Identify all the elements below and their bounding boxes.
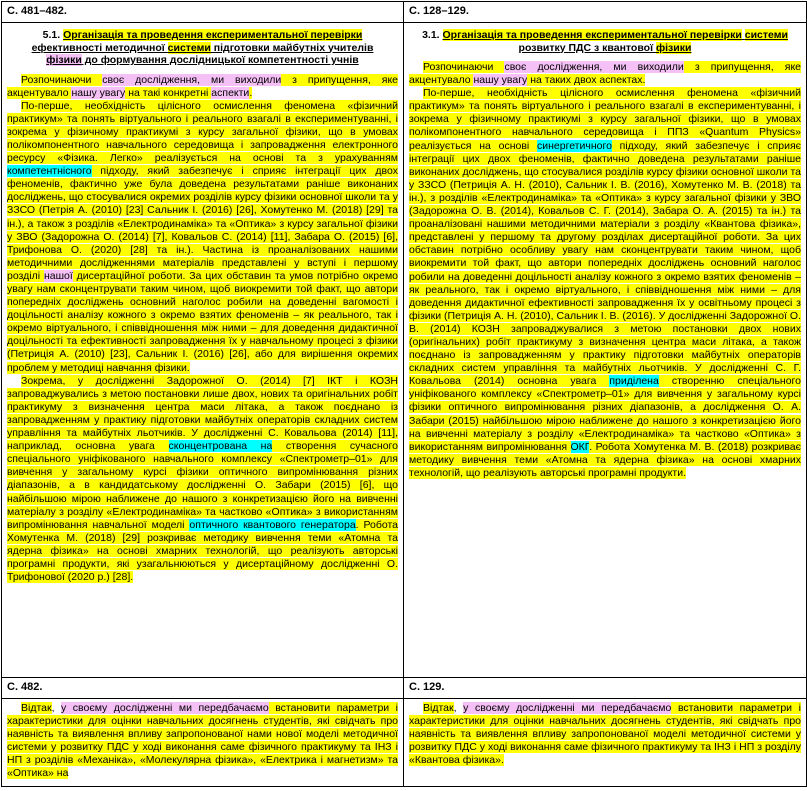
right-body-text-2	[409, 702, 801, 767]
text-segment: аспекти	[211, 86, 250, 99]
text-segment: системи	[744, 29, 788, 41]
text-segment: встановити параметри і характеристики для оцінки навчальних досягнень студентів, які свідчать про наявність та виявлення впливу запропонованої моделі методичної системи у розвитку ПДС у ході виконання саме фізичного практикуму та ІНЗ і НП з розділу «Квантова фізика».	[409, 702, 801, 767]
text-segment: дисертаційної роботи. За цих обставин та умов потрібно окремо увагу нам сконцентрувати таким чином, щоб виокремити той факт, що автори попередніх досліджень основний наголос робили на доведенні вагомості і доцільності аналізу кожного з окремо взятих феноменів – як реального, так і окремо віртуального, і співвідношення між ними – для доведення дидактичної доцільності та ефективності запровадження їх у навчальному процесі з фізики (Петриція А. (2010) [23], Сальник І. (2016) [26], або для вирішення окремих проблем у методиці навчання фізики.	[7, 269, 399, 374]
text-segment: Організація та проведення експериментальної перевірки	[63, 29, 363, 41]
right-source-cell-2	[404, 699, 807, 787]
text-segment: Зокрема, у дослідженні Задорожної О. (2014) [7] ІКТ і КОЗН запроваджувались з метою постановки лише двох, нових та оригінальних робіт практикуму з визначення центра маси літака, а також поєднано із запровадженням у практику підготовки майбутніх операторів складних систем управління та майбутніх льотчиків. У дослідженні С. Ковальова (2014) [11], наприклад, основна увага	[7, 374, 398, 453]
text-segment: По-перше, необхідність цілісного осмислення феномена «фізичний практикум» та понять віртуального і реального взагалі в експериментуванні, і зокрема у фізичному практикумі з курсу загальної фізики, що в умовах полікомпонентного навчального середовища і запровадження електронного ресурсу «Фізика. Легко» реалізується на основі та з урахуванням	[7, 99, 398, 165]
left-source-cell	[2, 23, 404, 678]
text-segment: Відтак	[21, 702, 52, 714]
text-segment: Розпочинаючи	[21, 73, 103, 86]
text-segment: встановити параметри і характеристики для оцінки навчальних досягнень студентів, які свідчать про наявність та виявлення впливу запропонованої нами нової моделі методичної системи у розвитку ПДС у ході виконання саме фізичного практикуму та ІНЗ і НП з розділів «Механіка», «Молекулярна фізика», «Електрика і магнетизм» та «Оптика» на	[7, 702, 398, 780]
text-segment: нашу увагу	[473, 74, 528, 87]
text-segment: проаналізовані нашими методичними матеріали	[409, 218, 650, 231]
text-segment: . Робота Хомутенка М. (2018) [29] розкриває методику вивчення теми «Атомна та ядерна фізика» на основі хмарних технологій, що реалізують авторські програмні продукти, які узагальнюються у дисертаційному дослідженні О. Трифонової (2020 р.) [28].	[7, 518, 399, 584]
text-segment: нашу увагу	[71, 86, 126, 99]
text-segment: приділена	[609, 375, 659, 388]
paragraph	[409, 87, 801, 480]
left-section-number: 5.1.	[42, 29, 61, 41]
text-segment: на таких двох аспектах.	[527, 74, 646, 87]
text-segment: сконцентрована на	[168, 440, 273, 453]
text-segment: своє дослідження, ми виходили	[504, 61, 684, 73]
right-section-title	[415, 29, 795, 54]
text-segment: .	[249, 86, 253, 99]
text-segment: на такі конкретні	[125, 86, 212, 99]
left-page-ref: С. 481–482.	[2, 2, 404, 23]
left-body-text-2	[7, 702, 398, 781]
text-segment: синергетичного	[537, 139, 612, 152]
paragraph	[7, 74, 398, 100]
left-page-ref-2: С. 482.	[2, 678, 404, 699]
text-segment: оптичного квантового генератора	[189, 518, 356, 531]
header-row-1	[2, 2, 807, 23]
paragraph	[7, 702, 398, 781]
text-segment: у своєму дослідженні ми передбачаємо	[463, 702, 672, 714]
comparison-table	[1, 1, 807, 787]
header-row-2	[2, 678, 807, 699]
text-segment: створенню спеціального уніфікованого комплексу «Спектрометр–01» для вивчення у загальному курсі фізики оптичного випромінювання різних діапазонів, а дослідження О. А. Забари (2015) найбільшою мірою наближене до нашого з конкретизацією його на вивченні матеріалу з розділу «Електродинаміка» та частково «Оптика» з використанням випромінювання	[409, 375, 801, 453]
text-segment: Організація та проведення експериментальної перевірки	[442, 29, 742, 41]
text-segment: компетентнісного	[7, 165, 92, 178]
left-body-text	[7, 74, 398, 585]
text-segment: створення сучасного спеціального уніфікованого навчального комплексу «Спектрометр–01» для вивчення у загальному курсі фізики оптичного випромінювання різних діапазонів, а в кандидатському дослідженні О. Забари (2015) [6], що найбільшою мірою наближене до нашого з конкретизацією його на вивченні матеріалу з розділу «Електродинаміка» та частково «Оптика» з використанням випромінювання навчальної моделі	[7, 440, 399, 531]
text-segment: своє дослідження, ми виходили	[102, 73, 282, 86]
left-section-heading	[32, 29, 374, 66]
text-segment: Відтак	[423, 702, 454, 714]
text-segment: з розділу «Квантова фізика», представлені у першому та другому розділах дисертаційної роботи. За цих обставин потрібно особливу увагу нам сконцентрувати таким чином, щоб виокремити той факт, що автори попередніх досліджень основний наголос робили на доведенні доцільності аналізу кожного з окремо взятих феноменів – як реального, так і окремо віртуального, і співвідношення між ними – для доведення дидактичної ефективності запровадження їх у освітньому процесі з фізики (Петриція А. Н. (2010), Сальник І. В. (2016). У дослідженні Задорожної О. В. (2014) КОЗН запроваджувалися з метою постановки двох нових (оригінальних) робіт практикуму з визначення центра маси літака, а також поєднано із запровадженням у практику підготовки майбутніх операторів складних систем управління та майбутніх льотчиків. У дослідженні С. Г. Ковальова (2014) основна увага	[409, 218, 802, 388]
text-segment: з припущення, яке акцентувало	[409, 61, 801, 87]
text-segment: фізики	[46, 54, 82, 66]
paragraph	[409, 702, 801, 767]
text-segment: розвитку ПДС з квантової	[518, 41, 656, 54]
text-segment: фізики	[655, 41, 692, 54]
paragraph	[409, 61, 801, 87]
text-segment: проаналізованих нашими методичними дослідженнями матеріалів представлені у вступі і першому розділі	[7, 243, 398, 282]
text-segment: підготовки майбутніх учителів	[210, 41, 374, 54]
text-segment: Розпочинаючи	[423, 61, 505, 73]
body-row-1	[2, 23, 807, 678]
text-segment: нашої	[43, 269, 73, 282]
text-segment: підходу, який забезпечує і сприяє інтеграції цих двох феноменів, фактично уже була доведена результатами раніше виконаних досліджень, що стосувалися окремих розділів курсу фізики основної школи та у ЗЗСО (Петрія А. (2010) [23] Сальник І. (2016) [26], Хомутенко М. (2018) [29] та ін.), а також з розділів «Електродинаміка» та «Оптика» з курсу загальної фізики у ЗВО (Задорожна О. (2014) [7], Ковальов С. (2014) [11], Забара О. (2015) [6], Трифонова О. (2020) [28] та ін.). Частина із	[7, 165, 398, 256]
right-page-ref-2: С. 129.	[404, 678, 807, 699]
left-source-cell-2	[2, 699, 404, 787]
right-page-ref: С. 128–129.	[404, 2, 807, 23]
text-segment: до формування дослідницької компетентності учнів	[81, 54, 359, 66]
text-segment: . Робота Хомутенка М. В. (2018) розкриває методику вивчення теми «Атомна та ядерна фізика» на основі хмарних технологій, що реалізують авторські програмні продукти.	[409, 440, 801, 479]
body-row-2	[2, 699, 807, 787]
left-section-title	[13, 29, 392, 67]
right-body-text	[409, 61, 801, 480]
right-source-cell	[404, 23, 807, 678]
paragraph	[7, 100, 398, 375]
text-segment: підходу, який забезпечує і сприяє інтеграції цих двох феноменів, фактично доведена результатами раніше виконаних досліджень, що стосувалися розділів курсу фізики основної школи та у ЗЗСО (Петриція А. Н. (2010), Сальник І. В. (2016), Хомутенко М. В. (2018) та ін.), з розділів «Електродинаміка» та «Оптика» з курсу загальної фізики у ЗВО (Задорожна О. В. (2014), Ковальов С. Г. (2014), Забара О. А. (2015) та ін.) та	[409, 139, 801, 218]
text-segment: з припущення, яке акцентувало	[7, 73, 399, 99]
right-section-heading	[443, 29, 788, 54]
text-segment: ОКГ	[570, 440, 590, 453]
text-segment: По-перше, необхідність цілісного осмислення феномена «фізичний практикум» та понять віртуального і реального взагалі в експериментуванні, і зокрема у фізичному практикумі з курсу загальної фізики, що в умовах полікомпонентного навчального середовища і ППЗ «Quantum Physics» реалізується на основі	[409, 87, 801, 152]
text-segment: у своєму дослідженні ми передбачаємо	[61, 702, 269, 714]
text-segment: системи	[167, 41, 211, 54]
text-segment: ,	[453, 702, 464, 714]
text-segment: ефективності методичної	[31, 41, 168, 54]
right-section-number: 3.1.	[422, 29, 440, 41]
paragraph	[7, 375, 398, 585]
text-segment: ,	[51, 702, 62, 714]
